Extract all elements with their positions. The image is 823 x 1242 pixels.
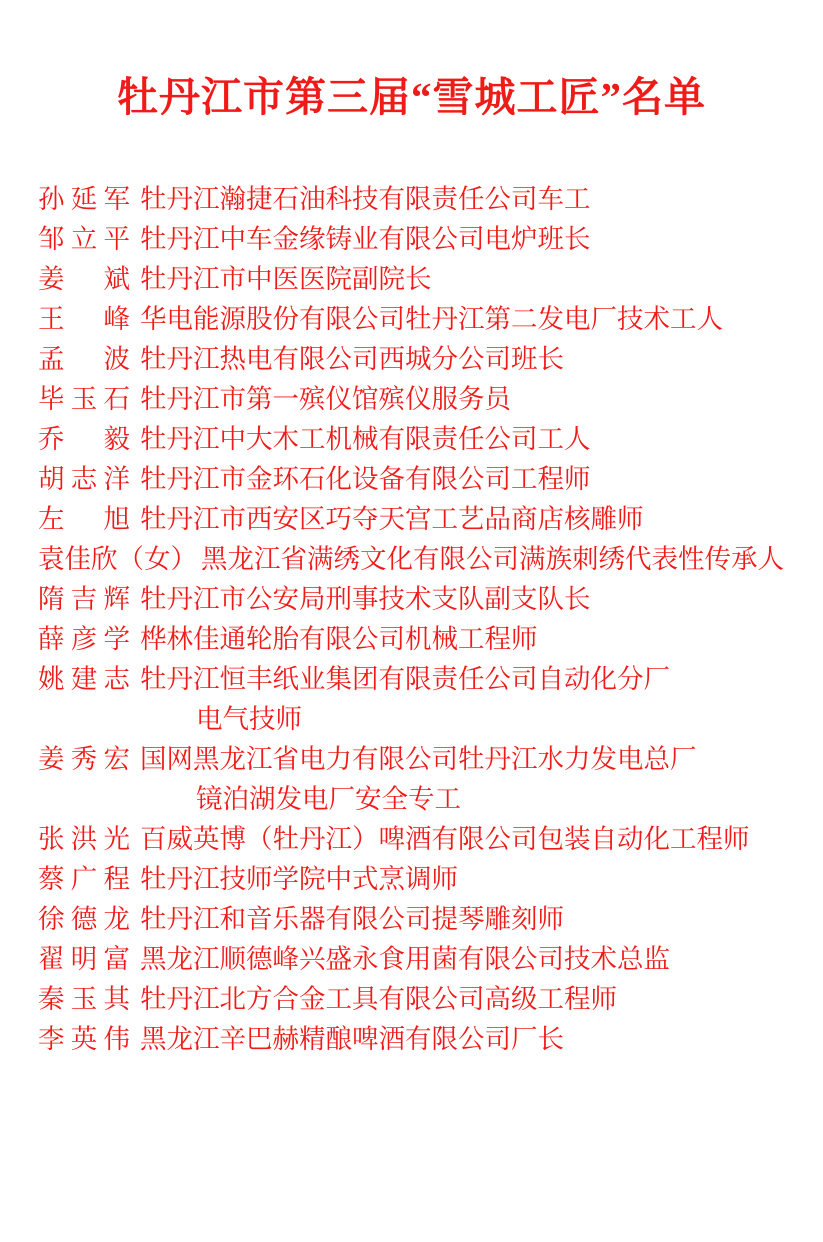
honoree-name: 左 旭 [38, 504, 130, 534]
honoree-name: 姜秀宏 [38, 744, 130, 774]
list-item [38, 979, 789, 1019]
honoree-name: 翟明富 [38, 944, 130, 974]
honoree-organization: 牡丹江中大木工机械有限责任公司工人 [140, 424, 591, 454]
honoree-name: 姚建志 [38, 664, 130, 694]
list-item [38, 299, 789, 339]
list-item-continuation [38, 699, 789, 739]
honoree-organization: 百威英博（牡丹江）啤酒有限公司包装自动化工程师 [140, 824, 750, 854]
honoree-name: 孙延军 [38, 184, 130, 214]
honoree-name: 胡志洋 [38, 464, 130, 494]
honoree-name: 李英伟 [38, 1024, 130, 1054]
list-item [38, 459, 789, 499]
list-item [38, 379, 789, 419]
page-title: 牡丹江市第三届“雪城工匠”名单 [117, 74, 706, 120]
list-item [38, 579, 789, 619]
list-item [38, 859, 789, 899]
honoree-name: 蔡广程 [38, 864, 130, 894]
honoree-list [34, 179, 789, 1059]
honoree-organization: 黑龙江顺德峰兴盛永食用菌有限公司技术总监 [140, 944, 670, 974]
honoree-organization: 牡丹江和音乐器有限公司提琴雕刻师 [140, 904, 564, 934]
list-item [38, 539, 789, 579]
honoree-organization: 国网黑龙江省电力有限公司牡丹江水力发电总厂 [140, 744, 697, 774]
honoree-organization-continued: 电气技师 [196, 704, 302, 734]
honoree-name: 秦玉其 [38, 984, 130, 1014]
honoree-name: 毕玉石 [38, 384, 130, 414]
list-item [38, 419, 789, 459]
honoree-organization: 牡丹江北方合金工具有限公司高级工程师 [140, 984, 617, 1014]
honoree-organization: 牡丹江中车金缘铸业有限公司电炉班长 [140, 224, 591, 254]
list-item-continuation [38, 779, 789, 819]
honoree-organization: 牡丹江市西安区巧夺天宫工艺品商店核雕师 [140, 504, 644, 534]
honoree-organization: 牡丹江恒丰纸业集团有限责任公司自动化分厂 [140, 664, 670, 694]
honoree-name: 王 峰 [38, 304, 130, 334]
honoree-organization: 牡丹江市公安局刑事技术支队副支队长 [140, 584, 591, 614]
honoree-organization: 牡丹江市中医医院副院长 [140, 264, 432, 294]
list-item [38, 659, 789, 699]
honoree-name: 孟 波 [38, 344, 130, 374]
list-item [38, 819, 789, 859]
honoree-organization: 牡丹江热电有限公司西城分公司班长 [140, 344, 564, 374]
list-item [38, 939, 789, 979]
list-item [38, 619, 789, 659]
honoree-name: 徐德龙 [38, 904, 130, 934]
honoree-name: 隋吉辉 [38, 584, 130, 614]
list-item [38, 259, 789, 299]
honoree-organization: 牡丹江瀚捷石油科技有限责任公司车工 [140, 184, 591, 214]
honoree-organization: 牡丹江市第一殡仪馆殡仪服务员 [140, 384, 511, 414]
list-item [38, 179, 789, 219]
honoree-organization: 华电能源股份有限公司牡丹江第二发电厂技术工人 [140, 304, 723, 334]
list-item [38, 499, 789, 539]
list-item [38, 739, 789, 779]
honoree-name: 邹立平 [38, 224, 130, 254]
honoree-organization: 牡丹江技师学院中式烹调师 [140, 864, 458, 894]
honoree-organization: 黑龙江省满绣文化有限公司满族刺绣代表性传承人 [201, 544, 784, 574]
honoree-name: 乔 毅 [38, 424, 130, 454]
list-item [38, 219, 789, 259]
honoree-name: 姜 斌 [38, 264, 130, 294]
honoree-name: 薛彦学 [38, 624, 130, 654]
list-item [38, 1019, 789, 1059]
honoree-organization: 黑龙江辛巴赫精酿啤酒有限公司厂长 [140, 1024, 564, 1054]
honoree-name: 袁佳欣（女） [38, 544, 197, 574]
honoree-name: 张洪光 [38, 824, 130, 854]
honoree-organization: 桦林佳通轮胎有限公司机械工程师 [140, 624, 538, 654]
list-item [38, 899, 789, 939]
honoree-organization: 牡丹江市金环石化设备有限公司工程师 [140, 464, 591, 494]
honoree-organization-continued: 镜泊湖发电厂安全专工 [196, 784, 461, 814]
list-item [38, 339, 789, 379]
